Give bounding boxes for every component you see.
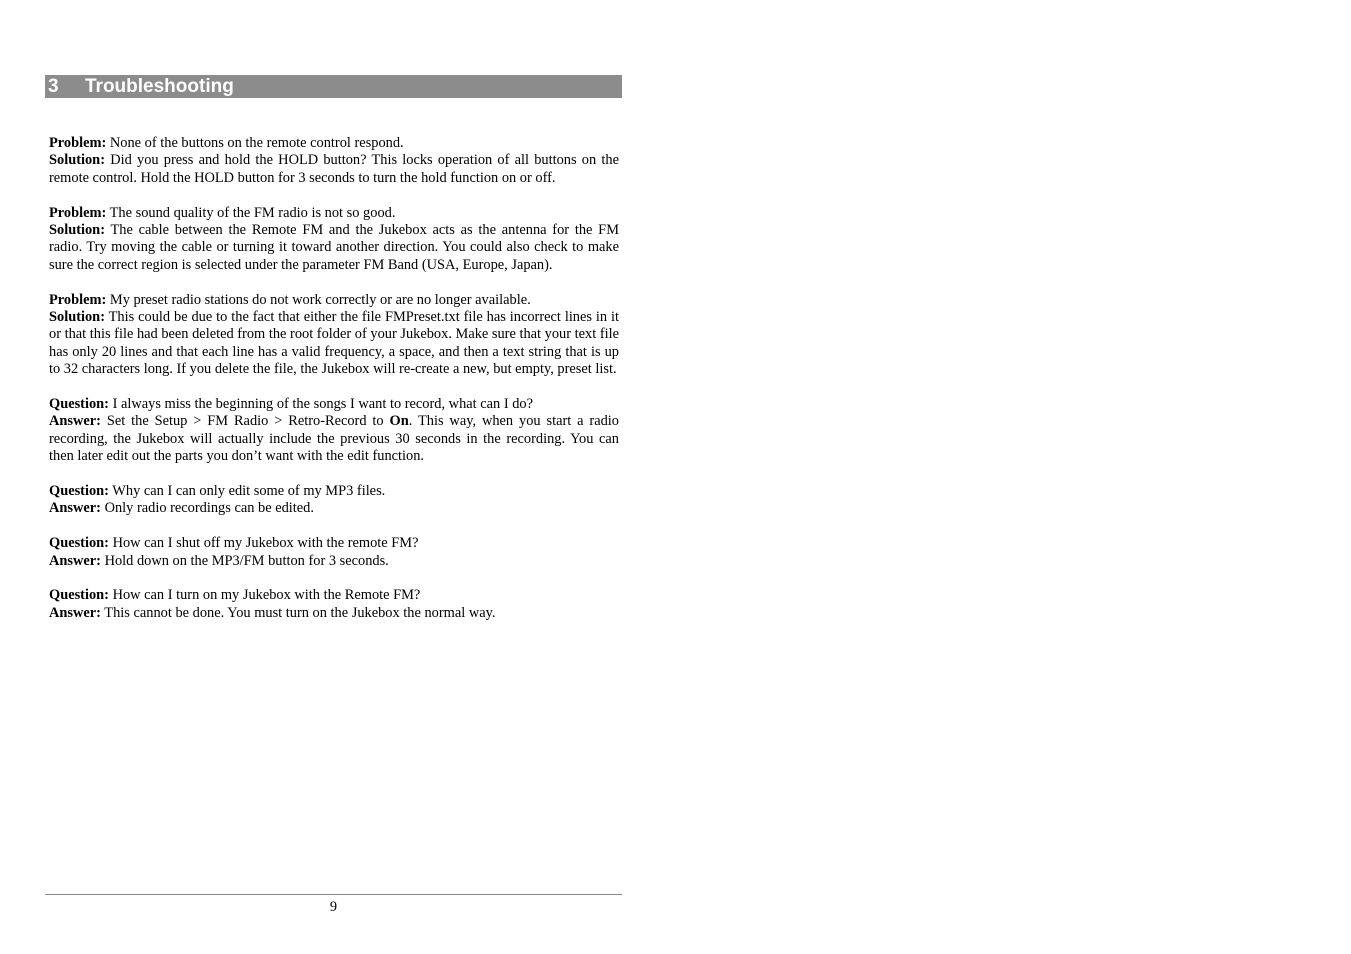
faq-entry	[49, 396, 619, 466]
answer-line	[49, 553, 619, 570]
section-heading	[45, 75, 622, 98]
solution-line	[49, 152, 619, 187]
problem-label: Problem:	[49, 135, 107, 151]
faq-entry	[49, 535, 619, 570]
answer-line	[49, 605, 619, 622]
troubleshooting-list	[45, 135, 619, 622]
answer-text: This cannot be done. You must turn on the Jukebox the normal way.	[100, 604, 496, 621]
answer-emphasis: On	[389, 413, 409, 430]
section-number: 3	[48, 76, 59, 97]
solution-line	[49, 309, 619, 379]
answer-line	[49, 413, 619, 465]
answer-text: Set the Setup > FM Radio > Retro-Record to	[100, 413, 390, 430]
answer-text-continued: . This way, when you start a radio recording, the Jukebox will actually include the previous 30 seconds in the recording. You can then later edit out the parts you don’t want with the edit function.	[49, 413, 619, 465]
solution-label: Solution:	[49, 222, 105, 239]
question-label: Question:	[49, 483, 109, 500]
question-text: How can I turn on my Jukebox with the Remote FM?	[108, 587, 421, 604]
answer-label: Answer:	[49, 552, 101, 569]
document-page	[45, 75, 622, 640]
problem-text: My preset radio stations do not work correctly or are no longer available.	[106, 291, 531, 308]
faq-entry	[49, 587, 619, 622]
troubleshooting-entry	[49, 205, 619, 275]
question-text: How can I shut off my Jukebox with the remote FM?	[108, 535, 419, 552]
problem-line	[49, 135, 619, 152]
troubleshooting-entry	[49, 135, 619, 187]
answer-label: Answer:	[49, 500, 101, 517]
solution-text: Did you press and hold the HOLD button? This locks operation of all buttons on the remote control. Hold the HOLD button for 3 seconds to turn the hold function on or off.	[49, 152, 619, 186]
answer-text: Only radio recordings can be edited.	[100, 500, 314, 517]
problem-text: The sound quality of the FM radio is not so good.	[106, 204, 396, 221]
footer-divider	[45, 894, 622, 895]
question-line	[49, 396, 619, 413]
answer-label: Answer:	[49, 413, 101, 430]
question-line	[49, 535, 619, 552]
solution-label: Solution:	[49, 309, 105, 326]
problem-line	[49, 292, 619, 309]
faq-entry	[49, 483, 619, 518]
solution-text: This could be due to the fact that either the file FMPreset.txt file has incorrect lines in it or that this file had been deleted from the root folder of your Jukebox. Make sure that your text file has only 20 lines and that each line has a valid frequency, a space, and then a text string that is up to 32 characters long. If you delete the file, the Jukebox will re-create a new, but empty, preset list.	[49, 309, 619, 378]
solution-text: The cable between the Remote FM and the Jukebox acts as the antenna for the FM radio. Try moving the cable or turning it toward another direction. You could also check to make sure the correct region is selected under the parameter FM Band (USA, Europe, Japan).	[49, 222, 619, 273]
answer-label: Answer:	[49, 604, 101, 621]
problem-text: None of the buttons on the remote control respond.	[106, 135, 404, 151]
question-text: I always miss the beginning of the songs I want to record, what can I do?	[108, 396, 533, 413]
solution-label: Solution:	[49, 152, 105, 169]
section-title: Troubleshooting	[85, 76, 234, 97]
problem-line	[49, 205, 619, 222]
answer-text: Hold down on the MP3/FM button for 3 seconds.	[100, 552, 389, 569]
troubleshooting-entry	[49, 292, 619, 379]
question-label: Question:	[49, 587, 109, 604]
problem-label: Problem:	[49, 291, 107, 308]
question-label: Question:	[49, 535, 109, 552]
page-number: 9	[329, 899, 338, 915]
solution-line	[49, 222, 619, 274]
question-line	[49, 587, 619, 604]
question-label: Question:	[49, 396, 109, 413]
question-text: Why can I can only edit some of my MP3 files.	[108, 483, 386, 500]
question-line	[49, 483, 619, 500]
problem-label: Problem:	[49, 204, 107, 221]
answer-line	[49, 500, 619, 517]
